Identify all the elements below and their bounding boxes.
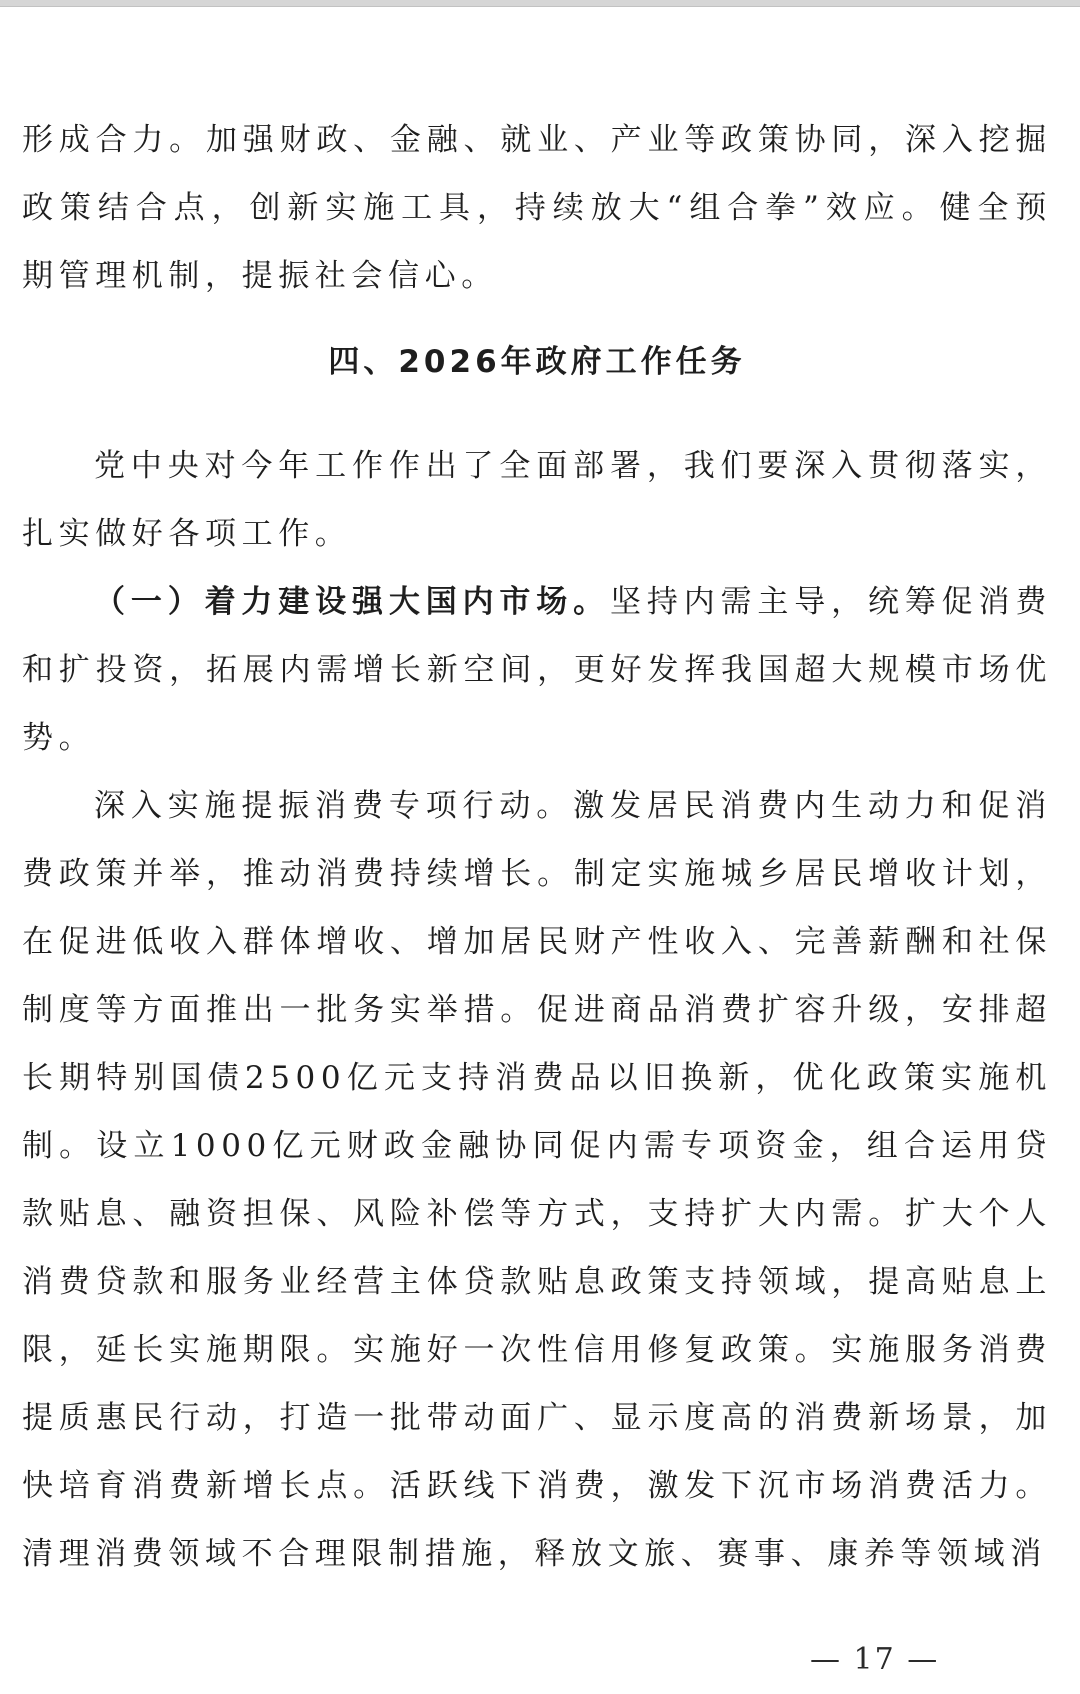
document-page (22, 106, 1052, 1588)
intro-paragraph: 形成合力。加强财政、金融、就业、产业等政策协同，深入挖掘政策结合点，创新实施工具，持续放大“组合拳”效应。健全预期管理机制，提振社会信心。 (22, 122, 1052, 294)
paragraph-3: 深入实施提振消费专项行动。激发居民消费内生动力和促消费政策并举，推动消费持续增长。制定实施城乡居民增收计划，在促进低收入群体增收、增加居民财产性收入、完善薪酬和社保制度等方面推出一批务实举措。促进商品消费扩容升级，安排超长期特别国债2500亿元支持消费品以旧换新，优化政策实施机制。设立1000亿元财政金融协同促内需专项资金，组合运用贷款贴息、融资担保、风险补偿等方式，支持扩大内需。扩大个人消费贷款和服务业经营主体贷款贴息政策支持领域，提高贴息上限，延长实施期限。实施好一次性信用修复政策。实施服务消费提质惠民行动，打造一批带动面广、显示度高的消费新场景，加快培育消费新增长点。活跃线下消费，激发下沉市场消费活力。清理消费领域不合理限制措施，释放文旅、赛事、康养等领域消 (22, 788, 1052, 1572)
paragraph-2-lead: （一）着力建设强大国内市场。 (94, 584, 610, 620)
section-heading: 四、2026年政府工作任务 (328, 344, 746, 380)
page-number: — 17 — (810, 1642, 940, 1677)
paragraph-2-body: 坚持内需主导，统筹促消费和扩投资，拓展内需增长新空间，更好发挥我国超大规模市场优势。 (22, 584, 1052, 756)
paragraph-2 (22, 568, 1052, 772)
paragraph-1: 党中央对今年工作作出了全面部署，我们要深入贯彻落实，扎实做好各项工作。 (22, 448, 1052, 552)
top-border (0, 0, 1080, 7)
